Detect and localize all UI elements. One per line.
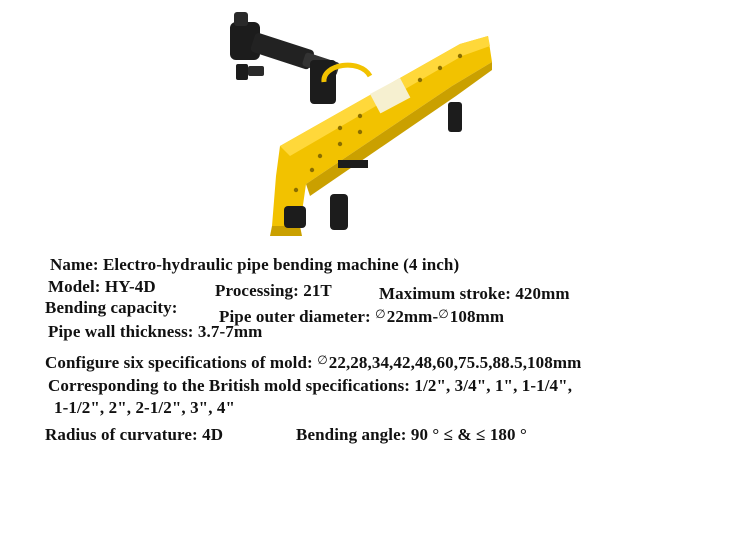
spec-wall-thickness: Pipe wall thickness: 3.7-7mm	[48, 322, 263, 341]
pipe-outer-diameter-label: Pipe outer diameter:	[219, 307, 376, 326]
spec-bending-angle: Bending angle: 90 ° ≤ & ≤ 180 °	[296, 425, 527, 444]
frame-decal	[338, 160, 368, 168]
spec-name: Name: Electro-hydraulic pipe bending machine (4 inch)	[50, 255, 460, 274]
spec-processing: Processing: 21T	[215, 281, 332, 300]
pipe-bender-photo	[220, 6, 520, 244]
spec-british-line2: 1-1/2", 2", 2-1/2", 3", 4"	[54, 398, 236, 417]
pipe-outer-diameter-max: 108mm	[449, 307, 505, 326]
spec-radius: Radius of curvature: 4D	[45, 425, 224, 444]
mold-specs-values: 22,28,34,42,48,60,75.5,88.5,108mm	[328, 353, 582, 372]
bottom-roller	[284, 206, 306, 228]
pipe-outer-diameter-min: 22mm-	[386, 307, 439, 326]
mold-specs-label: Configure six specifications of mold:	[45, 353, 318, 372]
spec-max-stroke: Maximum stroke: 420mm	[379, 284, 570, 303]
spec-model: Model: HY-4D	[48, 277, 156, 296]
spec-bending-capacity: Bending capacity:	[45, 298, 178, 317]
diameter-symbol: ∅	[438, 307, 449, 321]
spec-mold-specs	[45, 350, 581, 373]
side-roller	[330, 194, 348, 230]
diameter-symbol: ∅	[317, 353, 328, 367]
spec-british-line1: Corresponding to the British mold specifications: 1/2", 3/4", 1", 1-1/4",	[48, 376, 573, 395]
front-roller	[448, 102, 462, 132]
diameter-symbol: ∅	[375, 307, 386, 321]
